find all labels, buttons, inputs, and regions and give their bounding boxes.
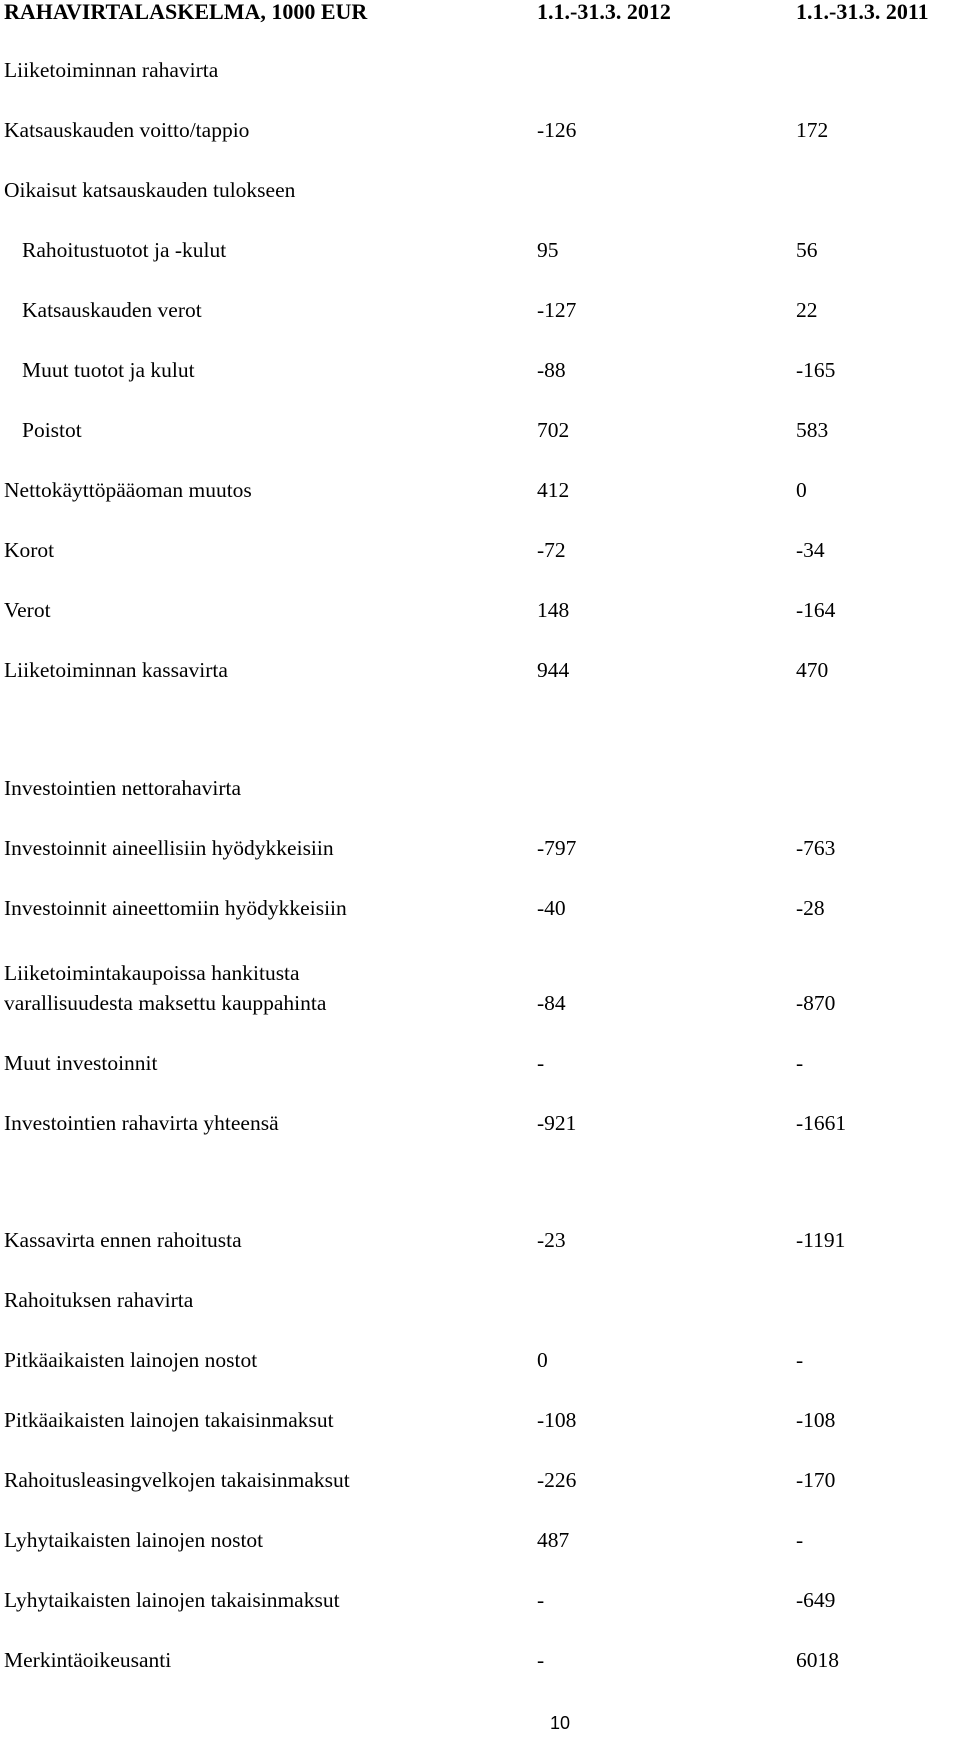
value-2011: -108 — [796, 1408, 836, 1432]
value-2011: 56 — [796, 238, 818, 262]
table-row — [0, 831, 960, 865]
value-2012: 0 — [537, 1348, 548, 1372]
row-label: Korot — [4, 538, 55, 562]
table-row — [0, 891, 960, 925]
value-2012: 95 — [537, 238, 559, 262]
section-heading-adjustments — [0, 173, 960, 207]
row-label: Lyhytaikaisten lainojen nostot — [4, 1528, 264, 1552]
value-2011: -165 — [796, 358, 836, 382]
row-label: Investoinnit aineellisiin hyödykkeisiin — [4, 836, 334, 860]
value-2012: -84 — [537, 991, 566, 1015]
value-2011: -28 — [796, 896, 825, 920]
page-number: 10 — [550, 1713, 571, 1733]
value-2012: -108 — [537, 1408, 577, 1432]
value-2012: 487 — [537, 1528, 570, 1552]
row-label: Lyhytaikaisten lainojen takaisinmaksut — [4, 1588, 340, 1612]
row-label-line-2: varallisuudesta maksettu kauppahinta — [4, 991, 327, 1015]
table-row — [0, 353, 960, 387]
section-heading-investing — [0, 771, 960, 805]
value-2011: 6018 — [796, 1648, 839, 1672]
value-2011: 583 — [796, 418, 829, 442]
statement-title: RAHAVIRTALASKELMA, 1000 EUR — [4, 0, 368, 24]
row-label: Investointien rahavirta yhteensä — [4, 1111, 279, 1135]
value-2011: - — [796, 1051, 804, 1075]
row-label: Kassavirta ennen rahoitusta — [4, 1228, 242, 1252]
table-header — [0, 0, 960, 29]
row-label: Investointien nettorahavirta — [4, 776, 242, 800]
table-row — [0, 1046, 960, 1080]
table-row — [0, 956, 960, 990]
value-2011: -34 — [796, 538, 825, 562]
value-2012: 702 — [537, 418, 570, 442]
row-label: Oikaisut katsauskauden tulokseen — [4, 178, 296, 202]
value-2011: 470 — [796, 658, 829, 682]
value-2012: -127 — [537, 298, 577, 322]
table-row — [0, 1583, 960, 1617]
section-heading-operating — [0, 53, 960, 87]
table-row — [0, 293, 960, 327]
row-label: Verot — [4, 598, 51, 622]
value-2012: -40 — [537, 896, 566, 920]
value-2012: 148 — [537, 598, 570, 622]
row-label: Rahoituksen rahavirta — [4, 1288, 194, 1312]
table-row — [0, 473, 960, 507]
row-label: Merkintäoikeusanti — [4, 1648, 172, 1672]
value-2012: -88 — [537, 358, 566, 382]
value-2012: -921 — [537, 1111, 577, 1135]
value-2012: -226 — [537, 1468, 577, 1492]
value-2011: 172 — [796, 118, 829, 142]
value-2012: 944 — [537, 658, 570, 682]
table-row — [0, 1523, 960, 1557]
table-row — [0, 593, 960, 627]
value-2011: - — [796, 1528, 804, 1552]
row-label: Pitkäaikaisten lainojen takaisinmaksut — [4, 1408, 334, 1432]
value-2011: -763 — [796, 836, 836, 860]
value-2012: 412 — [537, 478, 570, 502]
value-2011: -1191 — [796, 1228, 846, 1252]
value-2011: -164 — [796, 598, 836, 622]
value-2012: -797 — [537, 836, 577, 860]
table-row — [0, 113, 960, 147]
row-label: Muut investoinnit — [4, 1051, 158, 1075]
table-row — [0, 1403, 960, 1437]
value-2011: -649 — [796, 1588, 836, 1612]
row-label: Nettokäyttöpääoman muutos — [4, 478, 252, 502]
row-label: Liiketoiminnan rahavirta — [4, 58, 219, 82]
row-label: Liiketoiminnan kassavirta — [4, 658, 228, 682]
column-header-2012: 1.1.-31.3. 2012 — [537, 0, 671, 24]
row-label: Rahoitusleasingvelkojen takaisinmaksut — [4, 1468, 350, 1492]
value-2011: - — [796, 1348, 804, 1372]
subtotal-row — [0, 1106, 960, 1140]
row-label: Investoinnit aineettomiin hyödykkeisiin — [4, 896, 347, 920]
value-2011: 0 — [796, 478, 807, 502]
column-header-2011: 1.1.-31.3. 2011 — [796, 0, 929, 24]
table-row — [0, 1343, 960, 1377]
subtotal-row — [0, 1223, 960, 1257]
row-label: Muut tuotot ja kulut — [22, 358, 195, 382]
table-row — [0, 413, 960, 447]
row-label: Rahoitustuotot ja -kulut — [22, 238, 227, 262]
subtotal-row — [0, 653, 960, 687]
row-label: Katsauskauden verot — [22, 298, 202, 322]
value-2012: - — [537, 1588, 545, 1612]
table-row — [0, 533, 960, 567]
row-label: Poistot — [22, 418, 82, 442]
table-row — [0, 1643, 960, 1677]
row-label-line-1: Liiketoimintakaupoissa hankitusta — [4, 961, 300, 985]
table-row — [0, 1463, 960, 1497]
value-2011: -1661 — [796, 1111, 847, 1135]
value-2011: -170 — [796, 1468, 836, 1492]
row-label: Katsauskauden voitto/tappio — [4, 118, 250, 142]
value-2011: -870 — [796, 991, 836, 1015]
value-2012: - — [537, 1648, 545, 1672]
row-label: Pitkäaikaisten lainojen nostot — [4, 1348, 258, 1372]
table-row — [0, 233, 960, 267]
value-2012: -23 — [537, 1228, 566, 1252]
value-2012: -126 — [537, 118, 577, 142]
value-2012: -72 — [537, 538, 566, 562]
value-2011: 22 — [796, 298, 818, 322]
value-2012: - — [537, 1051, 545, 1075]
section-heading-financing — [0, 1283, 960, 1317]
table-row — [0, 986, 960, 1020]
